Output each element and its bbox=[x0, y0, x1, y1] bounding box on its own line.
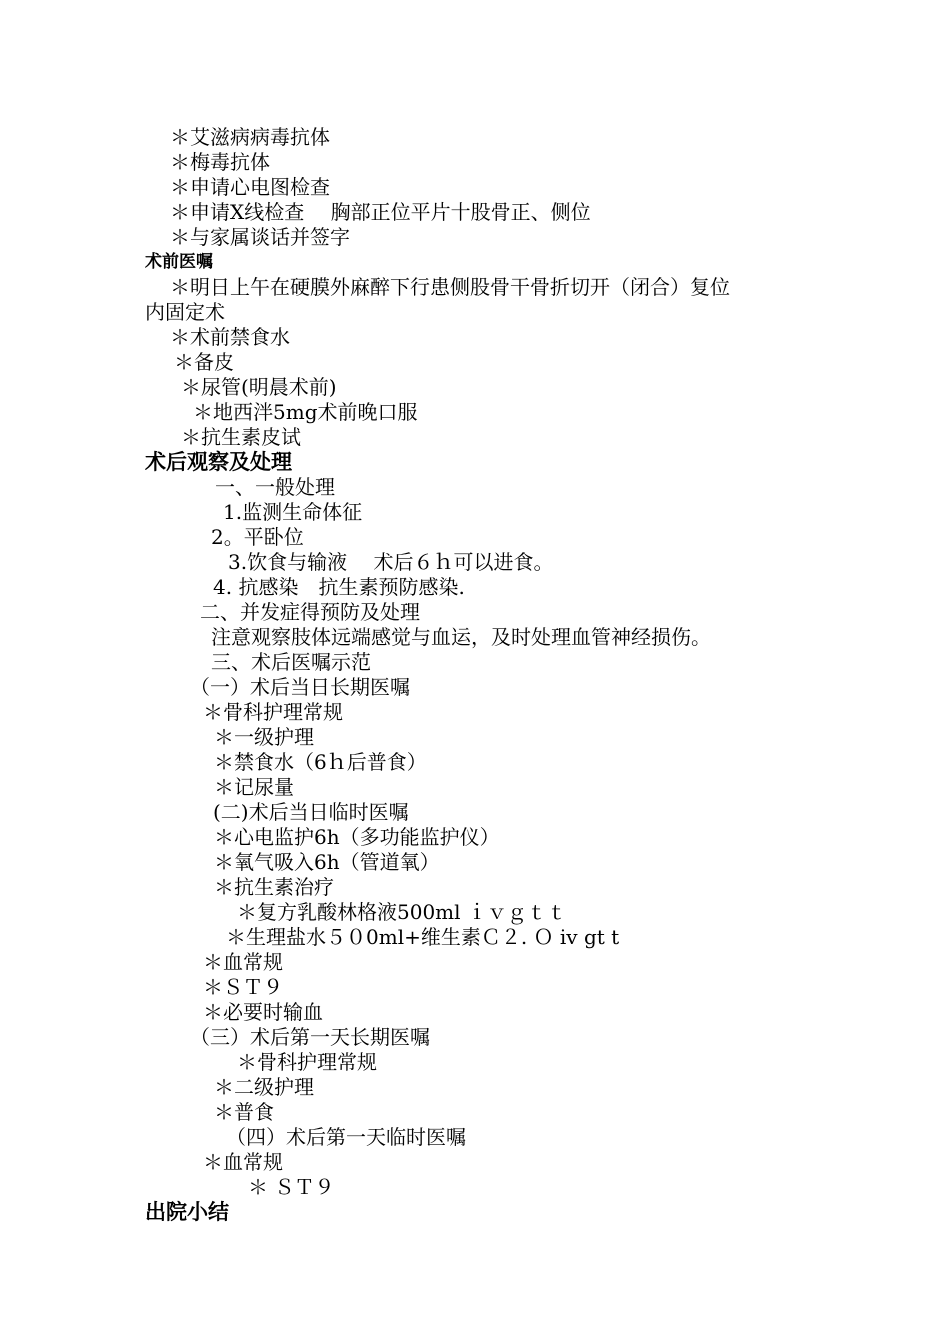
list-item: ＊骨科护理常规 bbox=[203, 700, 343, 724]
list-item: ＊骨科护理常规 bbox=[237, 1050, 377, 1074]
list-item: ＊心电监护6h（多功能监护仪） bbox=[214, 825, 500, 849]
list-item: 2。平卧位 bbox=[211, 525, 304, 549]
list-item: ＊生理盐水５０0ml+维生素Ｃ２. Ｏ iv gt t bbox=[226, 925, 620, 949]
paragraph-line: 注意观察肢体远端感觉与血运，及时处理血管神经损伤。 bbox=[211, 625, 711, 649]
subsection-title: 二、并发症得预防及处理 bbox=[200, 600, 420, 624]
paragraph-line: ＊明日上午在硬膜外麻醉下行患侧股骨干骨折切开（闭合）复位 bbox=[170, 275, 730, 299]
list-item: ＊备皮 bbox=[174, 350, 234, 374]
list-item: ＊术前禁食水 bbox=[170, 325, 290, 349]
list-item: ＊记尿量 bbox=[214, 775, 294, 799]
list-item: 1.监测生命体征 bbox=[223, 500, 363, 524]
list-item: ＊与家属谈话并签字 bbox=[170, 225, 350, 249]
list-item: ＊普食 bbox=[214, 1100, 274, 1124]
list-item: ＊尿管(明晨术前) bbox=[181, 375, 337, 399]
list-item: ＊申请心电图检查 bbox=[170, 175, 330, 199]
order-group-title: （一）术后当日长期医嘱 bbox=[190, 675, 410, 699]
list-item: ＊氧气吸入6h（管道氧） bbox=[214, 850, 440, 874]
list-item: ＊ ＳＴ９ bbox=[248, 1175, 335, 1199]
subsection-title: 一、一般处理 bbox=[215, 475, 335, 499]
list-item: 4. 抗感染 抗生素预防感染. bbox=[213, 575, 465, 599]
list-item: ＊申请X线检查 胸部正位平片十股骨正、侧位 bbox=[170, 200, 591, 224]
list-item: ＊血常规 bbox=[203, 1150, 283, 1174]
order-group-title: (二)术后当日临时医嘱 bbox=[213, 800, 409, 824]
list-item: ＊禁食水（6ｈ后普食） bbox=[214, 750, 427, 774]
list-item: 3.饮食与输液 术后６ｈ可以进食。 bbox=[228, 550, 554, 574]
list-item: ＊ＳＴ９ bbox=[203, 975, 283, 999]
list-item: ＊抗生素治疗 bbox=[214, 875, 334, 899]
section-heading-discharge: 出院小结 bbox=[145, 1200, 229, 1224]
order-group-title: （三）术后第一天长期医嘱 bbox=[190, 1025, 430, 1049]
list-item: ＊必要时输血 bbox=[203, 1000, 323, 1024]
list-item: ＊抗生素皮试 bbox=[181, 425, 301, 449]
list-item: ＊一级护理 bbox=[214, 725, 314, 749]
paragraph-line: 内固定术 bbox=[145, 300, 225, 324]
order-group-title: （四）术后第一天临时医嘱 bbox=[226, 1125, 466, 1149]
list-item: ＊血常规 bbox=[203, 950, 283, 974]
section-heading-pre-op: 术前医嘱 bbox=[145, 252, 213, 272]
list-item: ＊地西泮5mg术前晚口服 bbox=[193, 400, 418, 424]
list-item: ＊梅毒抗体 bbox=[170, 150, 270, 174]
list-item: ＊艾滋病病毒抗体 bbox=[170, 125, 330, 149]
subsection-title: 三、术后医嘱示范 bbox=[211, 650, 371, 674]
list-item: ＊复方乳酸林格液500ml ｉｖｇｔｔ bbox=[237, 900, 567, 924]
list-item: ＊二级护理 bbox=[214, 1075, 314, 1099]
section-heading-post-op: 术后观察及处理 bbox=[145, 450, 292, 474]
